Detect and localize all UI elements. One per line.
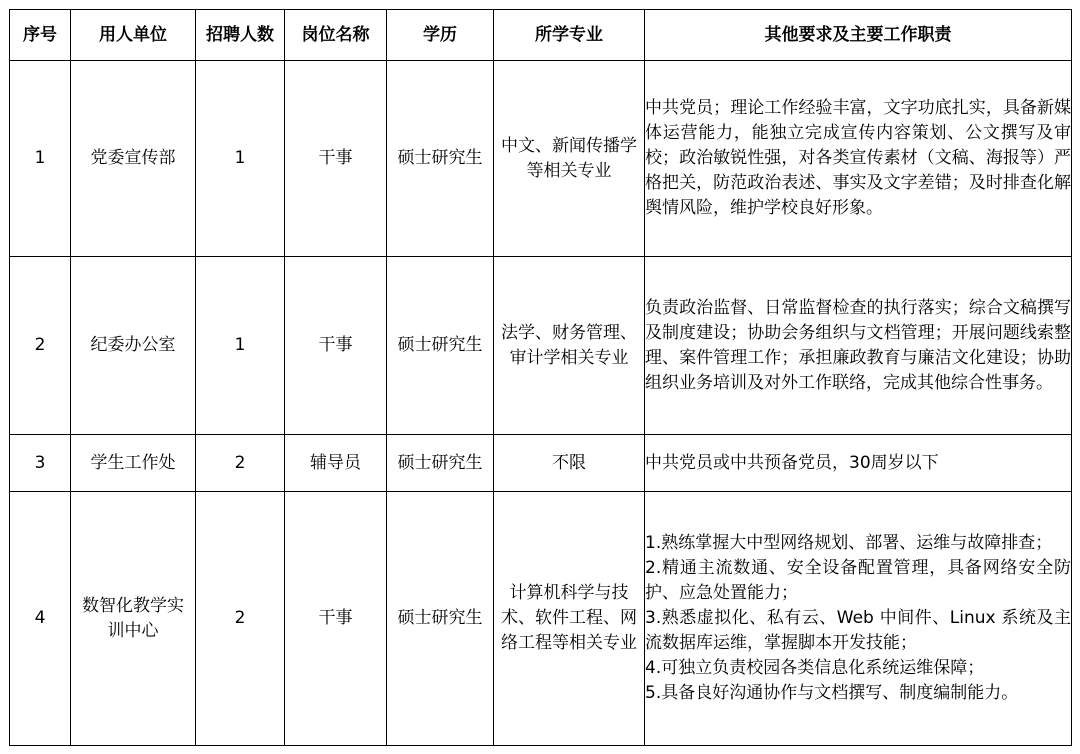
table-row xyxy=(10,435,1072,492)
cell-count: 2 xyxy=(196,435,285,492)
table-row xyxy=(10,492,1072,746)
cell-no: 1 xyxy=(10,61,71,257)
cell-education: 硕士研究生 xyxy=(387,61,494,257)
cell-unit: 数智化教学实训中心 xyxy=(71,492,196,746)
cell-unit: 纪委办公室 xyxy=(71,257,196,435)
requirement-line: 3.熟悉虚拟化、私有云、Web 中间件、Linux 系统及主流数据库运维，掌握脚本开发技能； xyxy=(645,608,1071,653)
header-cell-position: 岗位名称 xyxy=(285,10,387,61)
cell-count: 1 xyxy=(196,257,285,435)
cell-no: 3 xyxy=(10,435,71,492)
header-cell-no: 序号 xyxy=(10,10,71,61)
cell-no: 4 xyxy=(10,492,71,746)
cell-education: 硕士研究生 xyxy=(387,435,494,492)
cell-no: 2 xyxy=(10,257,71,435)
header-cell-unit: 用人单位 xyxy=(71,10,196,61)
cell-position: 干事 xyxy=(285,61,387,257)
header-row xyxy=(10,10,1072,61)
cell-education: 硕士研究生 xyxy=(387,257,494,435)
cell-major: 中文、新闻传播学等相关专业 xyxy=(494,61,645,257)
cell-major: 法学、财务管理、审计学相关专业 xyxy=(494,257,645,435)
cell-major: 不限 xyxy=(494,435,645,492)
cell-unit: 党委宣传部 xyxy=(71,61,196,257)
table-row xyxy=(10,61,1072,257)
requirement-line: 2.精通主流数通、安全设备配置管理，具备网络安全防护、应急处置能力； xyxy=(645,558,1071,603)
requirement-line: 5.具备良好沟通协作与文档撰写、制度编制能力。 xyxy=(645,683,1019,703)
requirement-line: 中共党员或中共预备党员，30周岁以下 xyxy=(645,452,939,473)
cell-position: 干事 xyxy=(285,257,387,435)
header-cell-education: 学历 xyxy=(387,10,494,61)
cell-count: 2 xyxy=(196,492,285,746)
requirement-line: 负责政治监督、日常监督检查的执行落实；综合文稿撰写及制度建设；协助会务组织与文档管理；开展问题线索整理、案件管理工作；承担廉政教育与廉洁文化建设；协助组织业务培训及对外工作联络，完成其他综合性事务。 xyxy=(645,297,1071,393)
cell-requirements xyxy=(645,492,1072,746)
header-cell-major: 所学专业 xyxy=(494,10,645,61)
cell-education: 硕士研究生 xyxy=(387,492,494,746)
requirement-line: 中共党员；理论工作经验丰富，文字功底扎实，具备新媒体运营能力，能独立完成宣传内容策划、公文撰写及审校；政治敏锐性强，对各类宣传素材（文稿、海报等）严格把关，防范政治表述、事实及文字差错；及时排查化解舆情风险，维护学校良好形象。 xyxy=(645,98,1071,218)
cell-position: 干事 xyxy=(285,492,387,746)
cell-requirements xyxy=(645,61,1072,257)
recruitment-table xyxy=(9,9,1072,746)
cell-count: 1 xyxy=(196,61,285,257)
table-row xyxy=(10,257,1072,435)
cell-major: 计算机科学与技术、软件工程、网络工程等相关专业 xyxy=(494,492,645,746)
cell-requirements xyxy=(645,435,1072,492)
requirement-line: 1.熟练掌握大中型网络规划、部署、运维与故障排查； xyxy=(645,533,1053,553)
requirement-line: 4.可独立负责校园各类信息化系统运维保障； xyxy=(645,658,985,678)
header-cell-count: 招聘人数 xyxy=(196,10,285,61)
cell-position: 辅导员 xyxy=(285,435,387,492)
cell-requirements xyxy=(645,257,1072,435)
header-cell-requirements: 其他要求及主要工作职责 xyxy=(645,10,1072,61)
cell-unit: 学生工作处 xyxy=(71,435,196,492)
